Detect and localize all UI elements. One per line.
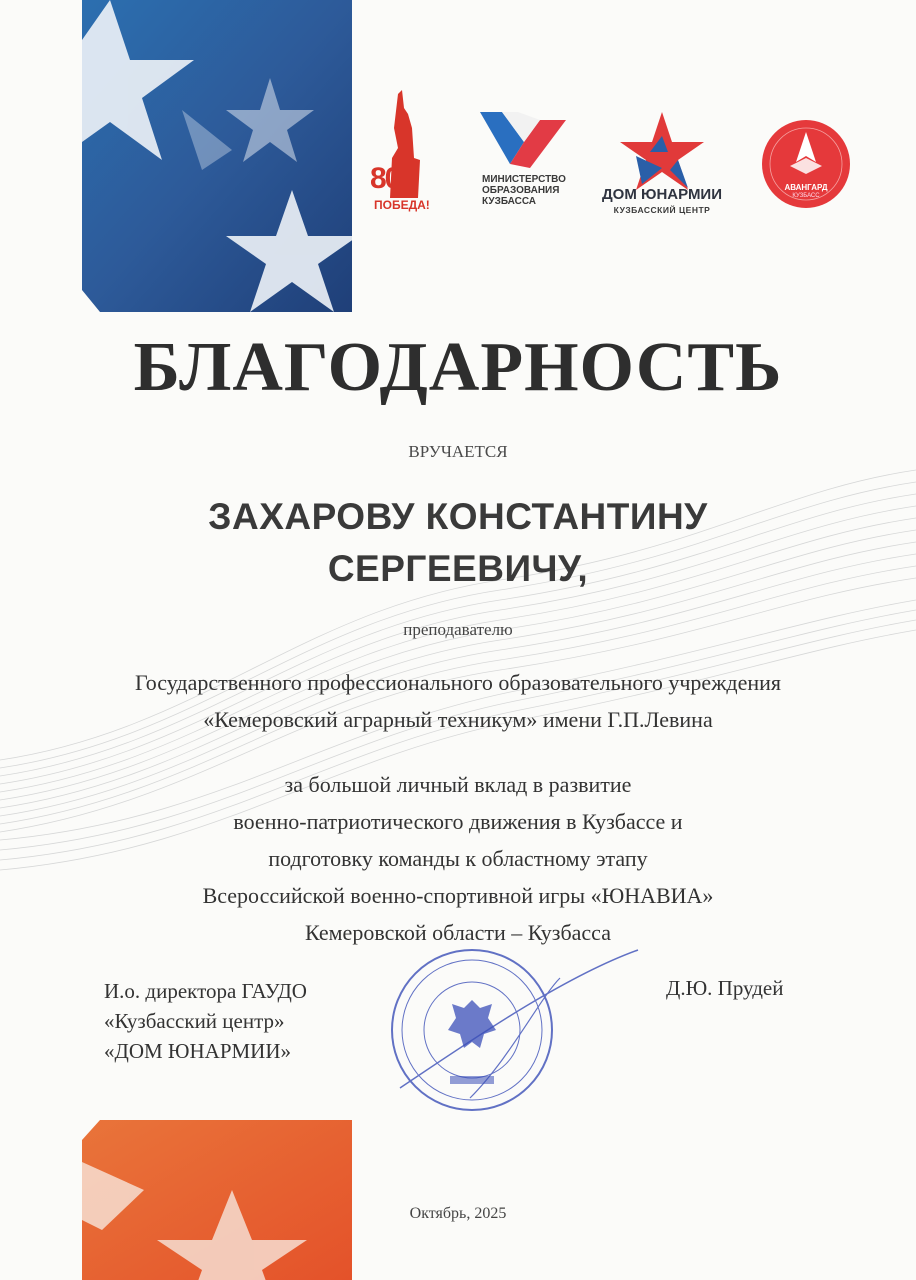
signatory-title-line: И.о. директора ГАУДО — [104, 979, 307, 1003]
signatory-title-line: «ДОМ ЮНАРМИИ» — [104, 1039, 292, 1063]
recipient-name-line2: СЕРГЕЕВИЧУ, — [327, 548, 589, 589]
reason-text — [0, 766, 916, 951]
ministry-name — [482, 174, 566, 207]
ministry-line-2: ОБРАЗОВАНИЯ — [482, 185, 560, 196]
issue-date: Октябрь, 2025 — [409, 1205, 507, 1222]
signatory-title — [104, 976, 307, 1066]
ministry-line-3: КУЗБАССА — [482, 196, 537, 207]
reason-line: за большой личный вклад в развитие — [284, 772, 632, 797]
reason-line: подготовку команды к областному этапу — [268, 846, 648, 871]
recipient-name-line1: ЗАХАРОВУ КОНСТАНТИНУ — [208, 496, 708, 537]
avangard-subtitle: КУЗБАСС — [792, 193, 820, 199]
organization — [0, 664, 916, 738]
official-stamp — [380, 938, 642, 1118]
reason-line: военно-патриотического движения в Кузбассе и — [233, 809, 683, 834]
star-emblem-icon — [82, 0, 352, 312]
document-title: БЛАГОДАРНОСТЬ — [133, 329, 783, 406]
reason-line: Кемеровской области – Кузбасса — [305, 920, 611, 945]
dom-unarmii-title: ДОМ ЮНАРМИИ — [601, 186, 722, 203]
reason-line: Всероссийской военно-спортивной игры «ЮНАВИА» — [202, 883, 714, 908]
pobeda-word: ПОБЕДА! — [374, 198, 430, 212]
signatory-title-line: «Кузбасский центр» — [104, 1009, 285, 1033]
pobeda-number: 80 — [370, 162, 400, 195]
ministry-line-1: МИНИСТЕРСТВО — [482, 174, 566, 185]
dom-unarmii-subtitle: КУЗБАССКИЙ ЦЕНТР — [613, 205, 711, 215]
signatory-name: Д.Ю. Прудей — [666, 976, 784, 1000]
organization-line: Государственного профессионального образовательного учреждения — [134, 670, 782, 695]
orange-star-corner-icon — [82, 1120, 352, 1280]
avangard-title: АВАНГАРД — [784, 183, 828, 192]
awarded-label: ВРУЧАЕТСЯ — [408, 442, 508, 461]
coat-of-arms-icon — [448, 1000, 496, 1048]
organization-line: «Кемеровский аграрный техникум» имени Г.П.Левина — [203, 707, 713, 732]
recipient-position: преподавателю — [403, 620, 513, 639]
